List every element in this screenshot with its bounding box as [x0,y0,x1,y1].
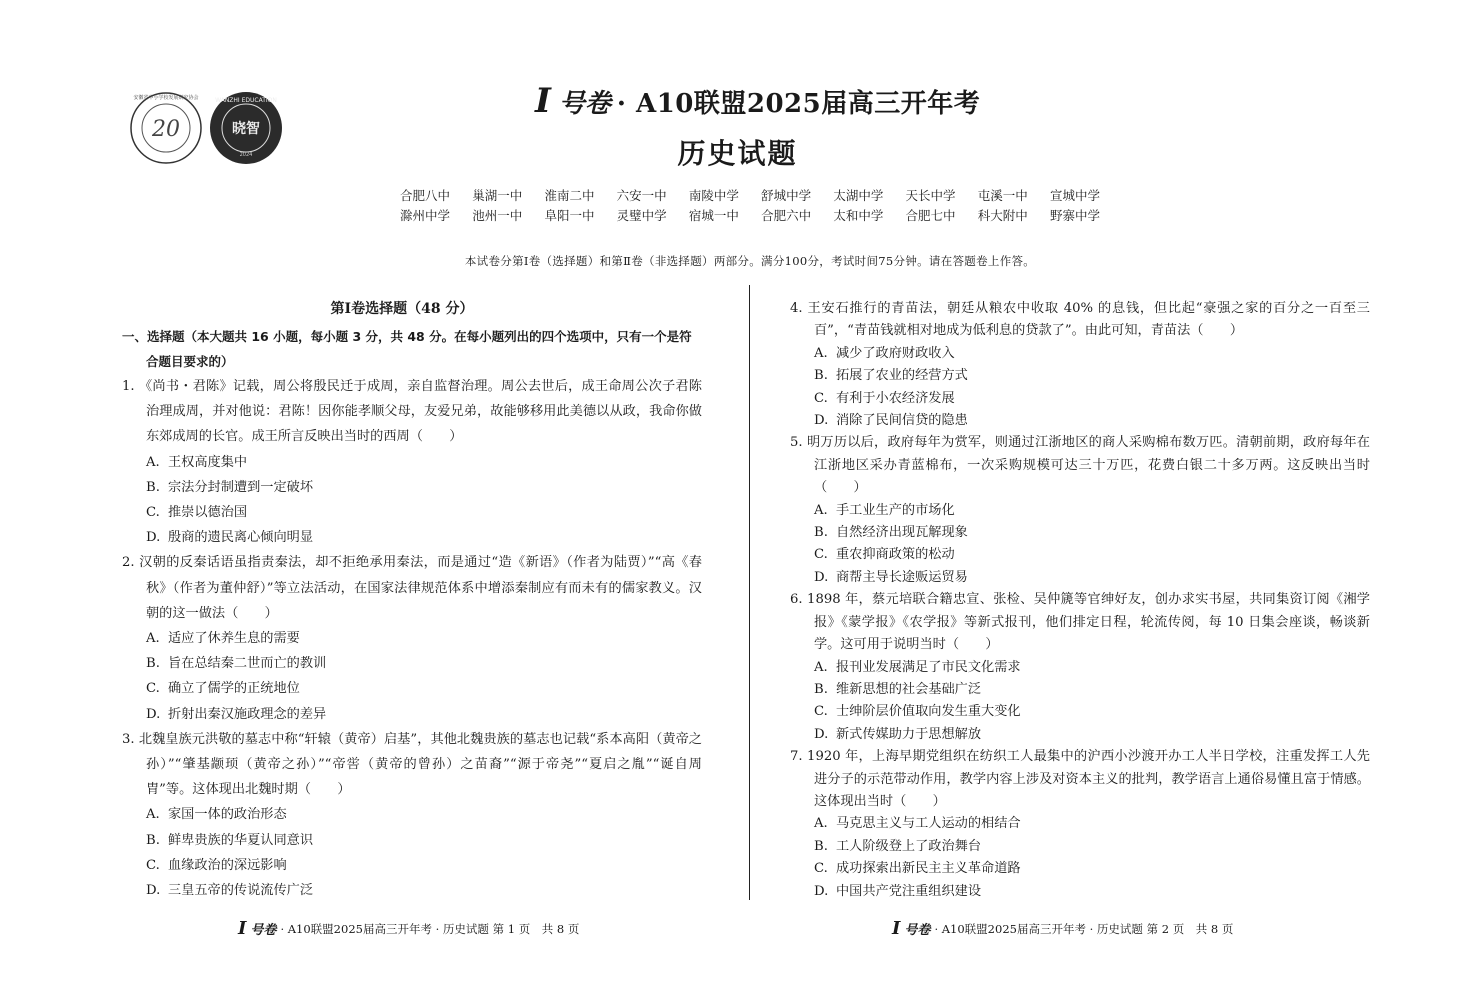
school-name: 合肥六中 [761,208,812,223]
school-name: 舒城中学 [761,188,812,203]
option-c: C. 士绅阶层价值取向发生重大变化 [814,704,1021,720]
question-7 [790,746,1370,903]
right-column [790,298,1370,903]
school-name: 阜阳一中 [544,208,595,223]
question-stem: 5. 明万历以后，政府每年为赏军，则通过江浙地区的商人采购棉布数万匹。清朝前期，政府每年在江浙地区采办青蓝棉布，一次采购规模可达三十万匹，花费白银二十多万两。这反映出当时（ ） [790,435,1370,496]
school-name: 南陵中学 [688,188,739,203]
question-1 [122,374,702,550]
footer-brand: 号卷 [904,923,931,938]
question-5 [790,432,1370,589]
option-b: B. 旨在总结秦二世而亡的教训 [146,656,327,672]
option-c: C. 有利于小农经济发展 [814,390,955,406]
option-a: A. 手工业生产的市场化 [814,502,955,518]
page-footer-left [238,918,579,939]
school-name: 六安一中 [616,188,667,203]
seal-right-text: WANZHI EDUCATION [215,97,277,104]
option-a: A. 适应了休养生息的需要 [146,631,300,647]
brand-mark-icon: I [892,918,901,939]
school-name: 屯溪一中 [977,188,1028,203]
left-column [122,298,702,903]
option-c: C. 确立了儒学的正统地位 [146,681,300,697]
school-name: 太湖中学 [833,188,884,203]
school-name: 宣城中学 [1049,188,1100,203]
option-c: C. 血缘政治的深远影响 [146,857,287,873]
school-name: 合肥八中 [400,188,451,203]
seal-right-center: 晓智 [232,121,260,137]
school-name: 灵璧中学 [616,208,667,223]
question-2 [122,550,702,726]
page-footer-right [892,918,1233,939]
option-b: B. 拓展了农业的经营方式 [814,368,968,384]
school-name: 池州一中 [472,208,523,223]
option-a: A. 家国一体的政治形态 [146,807,287,823]
brand-name: 号卷 [558,88,611,119]
school-name: 巢湖一中 [472,188,523,203]
option-a: A. 减少了政府财政收入 [814,345,955,361]
seal-left-text: 安徽省中小学校发展研究协会 [133,95,199,101]
option-d: D. 新式传媒助力于思想解放 [814,726,982,742]
option-a: A. 报刊业发展满足了市民文化需求 [814,659,1021,675]
option-b: B. 维新思想的社会基础广泛 [814,681,982,697]
option-d: D. 三皇五帝的传说流传广泛 [146,883,314,899]
option-a: A. 马克思主义与工人运动的相结合 [814,816,1021,832]
school-name: 淮南二中 [544,188,595,203]
brand-mark-icon: I [238,918,247,939]
school-name: 太和中学 [833,208,884,223]
question-4 [790,298,1370,432]
question-stem: 1. 《尚书・君陈》记载，周公将殷民迁于成周，亲自监督治理。周公去世后，成王命周公次子君陈治理成周，并对他说：君陈！因你能孝顺父母，友爱兄弟，故能够移用此美德以从政，我命你做东郊成周的长官。成王所言反映出当时的西周（ ） [122,379,702,445]
school-list-row-2 [400,206,1100,224]
option-b: B. 自然经济出现瓦解现象 [814,525,968,541]
exam-instructions: 本试卷分第Ⅰ卷（选择题）和第Ⅱ卷（非选择题）两部分。满分100分，考试时间75分钟。请在答题卷上作答。 [464,254,1036,268]
option-c: C. 推崇以德治国 [146,505,248,521]
option-d: D. 商帮主导长途贩运贸易 [814,569,968,585]
option-c: C. 重农抑商政策的松动 [814,547,955,563]
footer-text: · A10联盟2025届高三开年考 · 历史试题 第 2 页 共 8 页 [934,921,1234,936]
option-d: D. 折射出秦汉施政理念的差异 [146,706,327,722]
school-name: 野寨中学 [1049,208,1100,223]
seal-left-number: 20 [152,117,180,142]
school-list-row-1 [400,186,1100,204]
column-divider [749,285,750,900]
school-name: 滁州中学 [400,208,451,223]
school-name: 天长中学 [905,188,956,203]
school-name: 合肥七中 [905,208,956,223]
footer-brand: 号卷 [250,923,277,938]
option-a: A. 王权高度集中 [146,454,248,470]
footer-text: · A10联盟2025届高三开年考 · 历史试题 第 1 页 共 8 页 [280,921,580,936]
exam-title: · A10联盟2025届高三开年考 [616,88,981,119]
question-stem: 4. 王安石推行的青苗法，朝廷从粮农中收取 40% 的息钱，但比起“豪强之家的百分之一百至三百”，“青苗钱就相对地成为低利息的贷款了”。由此可知，青苗法（ ） [790,301,1370,339]
question-stem: 6. 1898 年，蔡元培联合籍忠宣、张检、吴仲篪等官绅好友，创办求实书屋，共同集资订阅《湘学报》《蒙学报》《农学报》等新式报刊，他们排定日程，轮流传阅，每 10 日集会座谈，畅谈新学。这可用于说明当时（ ） [790,592,1370,653]
school-name: 宿城一中 [688,208,739,223]
section-instruction: 一、选择题（本大题共 16 小题，每小题 3 分，共 48 分。在每小题列出的四个选项中，只有一个是符合题目要求的） [122,329,692,369]
question-6 [790,589,1370,746]
subject-title: 历史试题 [677,137,798,170]
option-b: B. 鲜卑贵族的华夏认同意识 [146,832,314,848]
question-stem: 3. 北魏皇族元洪敬的墓志中称“轩辕（黄帝）启基”，其他北魏贵族的墓志也记载“系本高阳（黄帝之孙）”“肇基颛顼（黄帝之孙）”“帝喾（黄帝的曾孙）之苗裔”“源于帝尧”“夏启之胤”“诞自周胄”等。这体现出北魏时期（ ） [122,731,702,798]
option-c: C. 成功探索出新民主主义革命道路 [814,861,1021,877]
option-b: B. 工人阶级登上了政治舞台 [814,838,982,854]
brand-mark-icon: I [535,81,551,121]
option-d: D. 殷商的遗民离心倾向明显 [146,530,314,546]
school-name: 科大附中 [977,208,1028,223]
exam-header [535,78,1005,124]
seal-right-year: 2024 [239,152,253,158]
section-title: 第Ⅰ卷选择题（48 分） [330,301,474,317]
question-3 [122,727,702,903]
question-stem: 7. 1920 年，上海早期党组织在纺织工人最集中的沪西小沙渡开办工人半日学校，注重发挥工人先进分子的示范带动作用，教学内容上涉及对资本主义的批判，教学语言上通俗易懂且富于情感。这体现出当时（ ） [790,749,1370,809]
option-d: D. 中国共产党注重组织建设 [814,883,982,899]
option-d: D. 消除了民间信贷的隐患 [814,413,968,429]
option-b: B. 宗法分封制遭到一定破坏 [146,479,314,495]
question-stem: 2. 汉朝的反秦话语虽指责秦法，却不拒绝承用秦法，而是通过“造《新语》（作者为陆贾）”“高《春秋》（作者为董仲舒）”等立法活动，在国家法律规范体系中增添秦制应有而未有的儒家教义。汉朝的这一做法（ ） [122,555,702,621]
